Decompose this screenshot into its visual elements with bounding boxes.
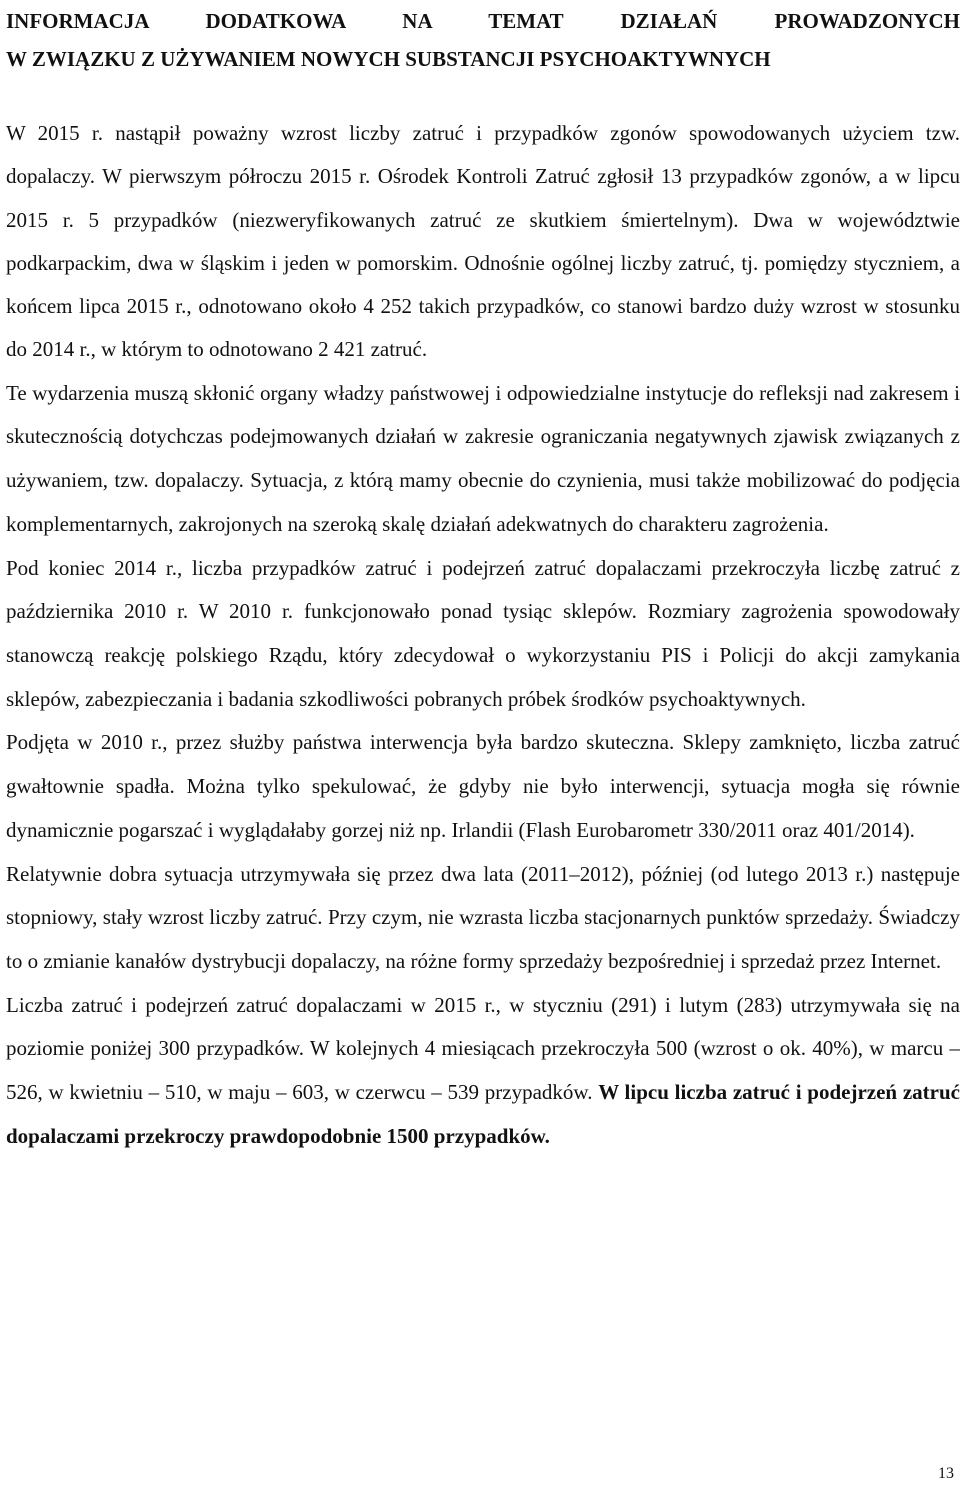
paragraph-5: Relatywnie dobra sytuacja utrzymywała się przez dwa lata (2011–2012), później (od lutego 2013 r.) następuje stopniowy, stały wzrost liczby zatruć. Przy czym, nie wzrasta liczba stacjonarnych punktów sprzedaży. Świadczy to o zmianie kanałów dystrybucji dopalaczy, na różne formy sprzedaży bezpośredniej i sprzedaż przez Internet. [6,861,960,973]
document-body [6,112,960,1158]
heading-line-1: INFORMACJA DODATKOWA NA TEMAT DZIAŁAŃ PROWADZONYCH [6,9,960,33]
paragraph-6-text: Liczba zatruć i podejrzeń zatruć dopalaczami w 2015 r., w styczniu (291) i lutym (283) utrzymywała się na poziomie poniżej 300 przypadków. W kolejnych 4 miesiącach przekroczyła 500 (wzrost o ok. 40%), w marcu – 526, w kwietniu – 510, w maju – 603, w czerwcu – 539 przypadków. [6,992,960,1105]
paragraph-6-bold-text: W lipcu liczba zatruć i podejrzeń zatruć dopalaczami przekroczy prawdopodobnie 1500 przypadków. [6,1080,960,1148]
paragraph-2: Te wydarzenia muszą skłonić organy władzy państwowej i odpowiedzialne instytucje do refleksji nad zakresem i skutecznością dotychczas podejmowanych działań w zakresie ograniczania negatywnych zjawisk związanych z używaniem, tzw. dopalaczy. Sytuacja, z którą mamy obecnie do czynienia, musi także mobilizować do podjęcia komplementarnych, zakrojonych na szeroką skalę działań adekwatnych do charakteru zagrożenia. [6,380,960,536]
page-number: 13 [938,1465,954,1482]
document-heading [6,2,960,78]
heading-line-2: W ZWIĄZKU Z UŻYWANIEM NOWYCH SUBSTANCJI PSYCHOAKTYWNYCH [6,47,771,71]
paragraph-1: W 2015 r. nastąpił poważny wzrost liczby zatruć i przypadków zgonów spowodowanych użyciem tzw. dopalaczy. W pierwszym półroczu 2015 r. Ośrodek Kontroli Zatruć zgłosił 13 przypadków zgonów, a w lipcu 2015 r. 5 przypadków (niezweryfikowanych zatruć ze skutkiem śmiertelnym). Dwa w województwie podkarpackim, dwa w śląskim i jeden w pomorskim. Odnośnie ogólnej liczby zatruć, tj. pomiędzy styczniem, a końcem lipca 2015 r., odnotowano około 4 252 takich przypadków, co stanowi bardzo duży wzrost w stosunku do 2014 r., w którym to odnotowano 2 421 zatruć. [6,121,960,362]
paragraph-3: Pod koniec 2014 r., liczba przypadków zatruć i podejrzeń zatruć dopalaczami przekroczyła liczbę zatruć z października 2010 r. W 2010 r. funkcjonowało ponad tysiąc sklepów. Rozmiary zagrożenia spowodowały stanowczą reakcję polskiego Rządu, który zdecydował o wykorzystaniu PIS i Policji do akcji zamykania sklepów, zabezpieczania i badania szkodliwości pobranych próbek środków psychoaktywnych. [6,555,960,711]
paragraph-6 [6,984,960,1159]
paragraph-4: Podjęta w 2010 r., przez służby państwa interwencja była bardzo skuteczna. Sklepy zamknięto, liczba zatruć gwałtownie spadła. Można tylko spekulować, że gdyby nie było interwencji, sytuacja mogła się równie dynamicznie pogarszać i wyglądałaby gorzej niż np. Irlandii (Flash Eurobarometr 330/2011 oraz 401/2014). [6,730,960,842]
